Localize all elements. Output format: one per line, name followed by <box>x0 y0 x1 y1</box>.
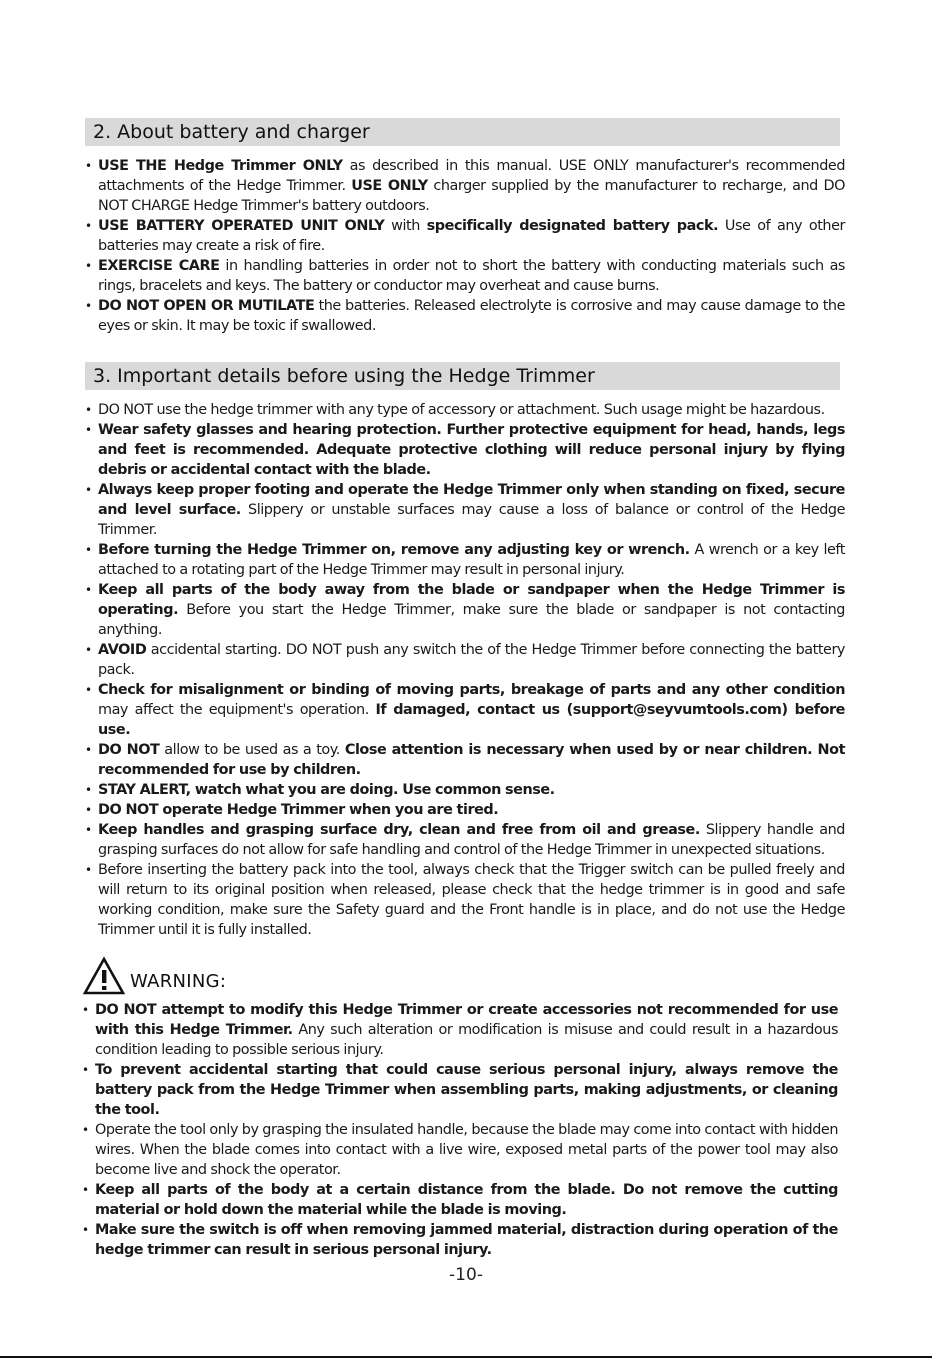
bottom-divider <box>0 1356 932 1358</box>
bullet-icon: • <box>85 783 92 797</box>
bullet-icon: • <box>85 423 92 437</box>
list-item <box>85 480 845 540</box>
section-2-list <box>85 156 845 336</box>
list-item <box>82 1000 838 1060</box>
list-item <box>85 540 845 580</box>
bullet-icon: • <box>85 643 92 657</box>
warning-list <box>82 1000 838 1260</box>
bold-text: specifically designated battery pack. <box>426 218 719 234</box>
bold-text: USE BATTERY OPERATED UNIT ONLY <box>98 218 385 234</box>
bold-text: USE ONLY <box>351 178 428 194</box>
bold-text: DO NOT attempt to modify this Hedge Trimmer or create accessories not recommended for use with this Hedge Trimmer. <box>95 1002 838 1038</box>
bullet-icon: • <box>82 1223 89 1237</box>
bullet-icon: • <box>85 159 92 173</box>
bullet-icon: • <box>85 219 92 233</box>
section-3-header: 3. Important details before using the Hedge Trimmer <box>85 362 840 390</box>
body-text: A wrench or a key left attached to a rotating part of the Hedge Trimmer may result in personal injury. <box>98 542 845 578</box>
bullet-icon: • <box>85 403 92 417</box>
body-text: as described in this manual. USE ONLY manufacturer's recommended attachments of the Hedge Trimmer. <box>98 158 845 194</box>
list-item <box>85 680 845 740</box>
bold-text: Make sure the switch is off when removing jammed material, distraction during operation of the hedge trimmer can result in serious personal injury. <box>95 1222 838 1258</box>
bullet-icon: • <box>85 863 92 877</box>
body-text: in handling batteries in order not to short the battery with conducting materials such as rings, bracelets and keys. The battery or conductor may overheat and cause burns. <box>98 258 845 294</box>
list-item <box>85 420 845 480</box>
list-item <box>82 1060 838 1120</box>
bold-text: Keep handles and grasping surface dry, clean and free from oil and grease. <box>98 822 700 838</box>
list-item <box>85 580 845 640</box>
body-text: Use of any other batteries may create a risk of fire. <box>98 218 845 254</box>
bullet-icon: • <box>82 1063 89 1077</box>
body-text: Before inserting the battery pack into the tool, always check that the Trigger switch can be pulled freely and will return to its original position when released, please check that the hedge trimmer is in good and safe working condition, make sure the Safety guard and the Front handle is in place, and do not use the Hedge Trimmer until it is fully installed. <box>98 862 845 938</box>
warning-label: WARNING: <box>130 971 227 992</box>
body-text: Any such alteration or modification is misuse and could result in a hazardous condition leading to possible serious injury. <box>95 1022 839 1058</box>
bullet-icon: • <box>82 1183 89 1197</box>
list-item <box>85 780 845 800</box>
bold-text: Wear safety glasses and hearing protection. Further protective equipment for head, hands, legs and feet is recommended. Adequate protective clothing will reduce personal injury by flying debris or accidental contact with the blade. <box>98 422 845 478</box>
bold-text: AVOID <box>98 642 147 658</box>
section-2-header: 2. About battery and charger <box>85 118 840 146</box>
list-item <box>82 1180 838 1220</box>
bold-text: DO NOT <box>98 742 160 758</box>
list-item <box>85 640 845 680</box>
bullet-icon: • <box>85 299 92 313</box>
bullet-icon: • <box>82 1003 89 1017</box>
list-item <box>85 400 845 420</box>
page-number: -10- <box>449 1265 483 1285</box>
list-item <box>85 296 845 336</box>
list-item <box>85 860 845 940</box>
bullet-icon: • <box>85 543 92 557</box>
bullet-icon: • <box>85 803 92 817</box>
bullet-icon: • <box>85 583 92 597</box>
bullet-icon: • <box>85 823 92 837</box>
bold-text: EXERCISE CARE <box>98 258 220 274</box>
list-item <box>82 1220 838 1260</box>
bold-text: DO NOT OPEN OR MUTILATE <box>98 298 315 314</box>
list-item <box>85 156 845 216</box>
body-text: may affect the equipment's operation. <box>98 702 376 718</box>
list-item <box>85 820 845 860</box>
bold-text: Keep all parts of the body away from the blade or sandpaper when the Hedge Trimmer is operating. <box>98 582 845 618</box>
list-item <box>82 1120 838 1180</box>
bold-text: Before turning the Hedge Trimmer on, remove any adjusting key or wrench. <box>98 542 690 558</box>
body-text: the batteries. Released electrolyte is corrosive and may cause damage to the eyes or skin. It may be toxic if swallowed. <box>98 298 845 334</box>
list-item <box>85 216 845 256</box>
bullet-icon: • <box>85 259 92 273</box>
bold-text: Always keep proper footing and operate the Hedge Trimmer only when standing on fixed, secure and level surface. <box>98 482 845 518</box>
body-text: Operate the tool only by grasping the insulated handle, because the blade may come into contact with hidden wires. When the blade comes into contact with a live wire, exposed metal parts of the power tool may also become live and shock the operator. <box>95 1122 838 1178</box>
warning-triangle-icon <box>82 956 126 996</box>
body-text: Slippery handle and grasping surfaces do not allow for safe handling and control of the Hedge Trimmer in unexpected situations. <box>98 822 845 858</box>
body-text: Slippery or unstable surfaces may cause a loss of balance or control of the Hedge Trimmer. <box>98 502 845 538</box>
body-text: accidental starting. DO NOT push any switch the of the Hedge Trimmer before connecting the battery pack. <box>98 642 845 678</box>
bold-text: DO NOT operate Hedge Trimmer when you are tired. <box>98 802 499 818</box>
body-text: charger supplied by the manufacturer to recharge, and DO NOT CHARGE Hedge Trimmer's battery outdoors. <box>98 178 846 214</box>
body-text: allow to be used as a toy. <box>159 742 345 758</box>
bold-text: Keep all parts of the body at a certain distance from the blade. Do not remove the cutting material or hold down the material while the blade is moving. <box>95 1182 838 1218</box>
bold-text: USE THE Hedge Trimmer ONLY <box>98 158 343 174</box>
section-3-list <box>85 400 845 940</box>
bold-text: Check for misalignment or binding of moving parts, breakage of parts and any other condition <box>98 682 845 698</box>
body-text: with <box>384 218 427 234</box>
body-text: Before you start the Hedge Trimmer, make sure the blade or sandpaper is not contacting anything. <box>98 602 845 638</box>
bullet-icon: • <box>85 683 92 697</box>
list-item <box>85 740 845 780</box>
list-item <box>85 800 845 820</box>
bullet-icon: • <box>82 1123 89 1137</box>
warning-heading <box>82 956 382 996</box>
body-text: DO NOT use the hedge trimmer with any type of accessory or attachment. Such usage might be hazardous. <box>98 402 825 418</box>
bold-text: If damaged, contact us (support@seyvumtools.com) before use. <box>98 702 845 738</box>
list-item <box>85 256 845 296</box>
bold-text: STAY ALERT, watch what you are doing. Use common sense. <box>98 782 555 798</box>
bullet-icon: • <box>85 743 92 757</box>
bold-text: Close attention is necessary when used by or near children. Not recommended for use by children. <box>98 742 846 778</box>
bullet-icon: • <box>85 483 92 497</box>
bold-text: To prevent accidental starting that could cause serious personal injury, always remove the battery pack from the Hedge Trimmer when assembling parts, making adjustments, or cleaning the tool. <box>95 1062 838 1118</box>
